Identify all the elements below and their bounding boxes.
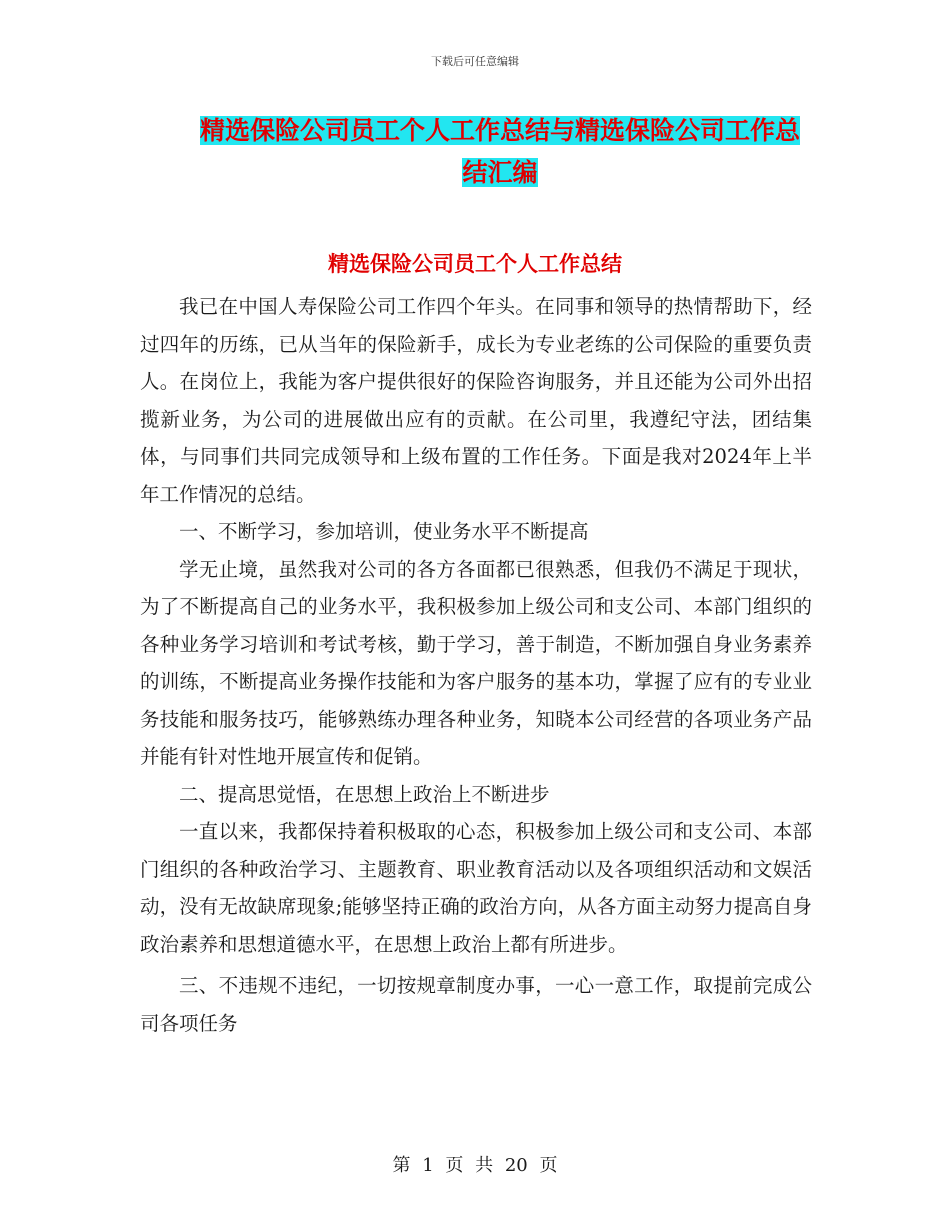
section-title: 精选保险公司员工个人工作总结 xyxy=(328,251,622,276)
document-title-text: 精选保险公司员工个人工作总结与精选保险公司工作总结汇编 xyxy=(199,116,800,187)
document-title xyxy=(195,110,805,194)
paragraph-heading-2: 二、提高思觉悟，在思想上政治上不断进步 xyxy=(179,782,550,806)
paragraph-heading-3: 三、不违规不违纪，一切按规章制度办事，一心一意工作，取提前完成公司各项任务 xyxy=(140,974,812,1035)
paragraph-study: 学无止境，虽然我对公司的各方各面都已很熟悉，但我仍不满足于现状，为了不断提高自己的业务水平，我积极参加上级公司和支公司、本部门组织的各种业务学习培训和考试考核，勤于学习，善于制造，不断加强自身业务素养的训练，不断提高业务操作技能和为客户服务的基本功，掌握了应有的专业业务技能和服务技巧，能够熟练办理各种业务，知晓本公司经营的各项业务产品并能有针对性地开展宣传和促销。 xyxy=(140,557,812,768)
paragraph-politics: 一直以来，我都保持着积极取的心态，积极参加上级公司和支公司、本部门组织的各种政治学习、主题教育、职业教育活动以及各项组织活动和文娱活动，没有无故缺席现象;能够坚持正确的政治方向，从各方面主动努力提高自身政治素养和思想道德水平，在思想上政治上都有所进步。 xyxy=(140,820,812,956)
page-header-note: 下载后可任意编辑 xyxy=(431,55,519,68)
document-body xyxy=(140,288,812,1042)
paragraph-intro: 我已在中国人寿保险公司工作四个年头。在同事和领导的热情帮助下，经过四年的历练，已从当年的保险新手，成长为专业老练的公司保险的重要负责人。在岗位上，我能为客户提供很好的保险咨询服务，并且还能为公司外出招揽新业务，为公司的进展做出应有的贡献。在公司里，我遵纪守法，团结集体，与同事们共同完成领导和上级布置的工作任务。下面是我对2024年上半年工作情况的总结。 xyxy=(140,295,812,506)
page-number: 第 1 页 共 20 页 xyxy=(392,1155,558,1176)
paragraph-heading-1: 一、不断学习，参加培训，使业务水平不断提高 xyxy=(179,520,589,543)
